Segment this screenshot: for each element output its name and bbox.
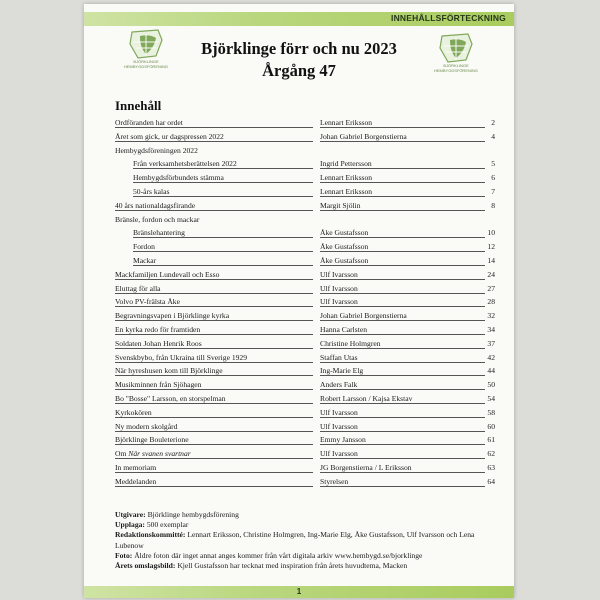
leader-line (115, 306, 313, 307)
bottom-band (84, 586, 514, 598)
toc-row (115, 213, 495, 227)
toc-page: 2 (491, 118, 495, 127)
logo-line2: HEMBYGDSFÖRENING (433, 67, 478, 73)
toc-row (115, 130, 495, 144)
toc-row (115, 282, 495, 296)
toc-author: Åke Gustafsson (320, 228, 369, 238)
leader-line (320, 265, 485, 266)
leader-line (115, 362, 313, 363)
toc-title: Musikminnen från Sjöhagen (115, 380, 202, 390)
document-page (84, 4, 514, 598)
toc-row (115, 337, 495, 351)
toc-title: Begravningsvapen i Björklinge kyrka (115, 311, 230, 321)
toc-author: Anders Falk (320, 380, 358, 390)
toc-author: Åke Gustafsson (320, 242, 369, 252)
toc-author: Ulf Ivarsson (320, 449, 358, 459)
leader-line (133, 168, 313, 169)
toc-row (115, 185, 495, 199)
birch-leaf-icon (430, 32, 482, 64)
credit-cover: Årets omslagsbild: Kjell Gustafsson har tecknat med inspiration från årets huvudtema, Macken (115, 561, 408, 571)
toc-page: 12 (487, 242, 495, 252)
toc-author: Ulf Ivarsson (320, 283, 358, 293)
toc-page: 44 (487, 366, 495, 376)
toc-page: 4 (491, 131, 495, 141)
toc-row (115, 461, 495, 475)
toc-page: 7 (491, 186, 495, 196)
toc-author: Johan Gabriel Borgenstierna (320, 131, 407, 141)
toc-author: Lennart Eriksson (320, 118, 373, 127)
toc-row (115, 323, 495, 337)
credits (115, 510, 495, 571)
toc-author: Hanna Carlsten (320, 324, 368, 334)
leader-line (115, 472, 313, 473)
leader-line (320, 458, 485, 459)
leader-line (320, 127, 485, 128)
toc-title: Hembygdsföreningen 2022 (115, 145, 198, 155)
toc-title: Volvo PV-frälsta Åke (115, 297, 180, 307)
toc-page: 54 (487, 393, 495, 403)
toc-title: När hyreshusen kom till Björklinge (115, 366, 223, 376)
leader-line (115, 127, 313, 128)
toc-title: Bränslehantering (133, 228, 185, 238)
toc-page: 62 (487, 449, 495, 459)
toc-page: 28 (487, 297, 495, 307)
logo-line1: BJÖRKLINGE (443, 63, 469, 68)
toc-title: Mackfamiljen Lundevall och Esso (115, 269, 220, 279)
leader-line (320, 403, 485, 404)
leader-line (115, 431, 313, 432)
title-line1: Björklinge förr och nu 2023 (201, 39, 397, 58)
toc-page: 58 (487, 407, 495, 417)
toc-author: Ingrid Pettersson (320, 159, 372, 169)
leader-line (115, 417, 313, 418)
toc-page: 64 (487, 476, 495, 486)
toc-title: Om När svanen svartnar (115, 449, 191, 459)
leader-line (115, 293, 313, 294)
toc-title: Björklinge Bouleterione (115, 435, 189, 445)
toc-row (115, 309, 495, 323)
leader-line (133, 251, 313, 252)
toc-title: In memoriam (115, 462, 157, 472)
toc-author: Ing-Marie Elg (320, 366, 364, 376)
leader-line (320, 417, 485, 418)
top-band (84, 12, 514, 26)
toc-page: 8 (491, 200, 495, 210)
leader-line (133, 182, 313, 183)
leader-line (115, 458, 313, 459)
leader-line (115, 141, 313, 142)
leader-line (320, 141, 485, 142)
toc-page: 24 (487, 269, 495, 279)
leader-line (320, 375, 485, 376)
toc-author: Lennart Eriksson (320, 186, 373, 196)
leader-line (133, 237, 313, 238)
leader-line (320, 431, 485, 432)
toc-row (115, 240, 495, 254)
toc-row (115, 157, 495, 171)
leader-line (320, 348, 485, 349)
leader-line (320, 334, 485, 335)
leader-line (320, 306, 485, 307)
toc-author: Ulf Ivarsson (320, 297, 358, 307)
toc-page: 37 (487, 338, 495, 348)
toc-row (115, 268, 495, 282)
leader-line (320, 196, 485, 197)
leader-line (115, 486, 313, 487)
toc-title: 40 års nationaldagsfirande (115, 200, 196, 210)
leader-line (320, 168, 485, 169)
toc-page: 63 (487, 462, 495, 472)
toc-author: JG Borgenstierna / L Eriksson (320, 462, 412, 472)
credit-committee: Redaktionskommitté: Lennart Eriksson, Christine Holmgren, Ing-Marie Elg, Åke Gustafsson, Ulf Ivarsson och Lena Lubenow (115, 530, 475, 550)
credit-photo: Foto: Äldre foton där inget annat anges kommer från vårt digitala arkiv www.hembygd.se/bjorklinge (115, 550, 423, 560)
toc-row (115, 433, 495, 447)
toc-page: 10 (487, 228, 495, 238)
leader-line (133, 196, 313, 197)
leader-line (115, 375, 313, 376)
logo-left (120, 28, 172, 72)
toc-page: 34 (487, 324, 495, 334)
toc-row (115, 295, 495, 309)
toc-title: En kyrka redo för framtiden (115, 324, 201, 334)
page-number: 1 (296, 587, 302, 596)
toc-title: Meddelanden (115, 476, 157, 486)
toc-author: Margit Sjölin (320, 200, 361, 210)
leader-line (115, 320, 313, 321)
toc-row (115, 475, 495, 489)
toc-author: Styrelsen (320, 476, 349, 486)
toc-page: 60 (487, 421, 495, 431)
toc-row (115, 226, 495, 240)
toc-author: Robert Larsson / Kajsa Ekstav (320, 393, 413, 403)
toc-page: 50 (487, 380, 495, 390)
toc-author: Emmy Jansson (320, 435, 366, 445)
toc-row (115, 364, 495, 378)
toc-author: Lennart Eriksson (320, 173, 373, 183)
leader-line (320, 320, 485, 321)
toc-title: Från verksamhetsberättelsen 2022 (133, 159, 237, 169)
toc-author: Johan Gabriel Borgenstierna (320, 311, 407, 321)
toc-title: Svenskbybo, från Ukraina till Sverige 1929 (115, 352, 248, 362)
toc-title: Bränsle, fordon och mackar (115, 214, 200, 224)
leader-line (115, 444, 313, 445)
toc-title: Året som gick, ur dagspressen 2022 (115, 131, 224, 141)
toc-title: Mackar (133, 255, 157, 265)
toc-page: 5 (491, 159, 495, 169)
toc-author: Ulf Ivarsson (320, 421, 358, 431)
credit-publisher: Utgivare: Björklinge hembygdsförening (115, 510, 239, 519)
toc-page: 6 (491, 173, 495, 183)
leader-line (133, 265, 313, 266)
toc-title: Hembygdsförbundets stämma (133, 173, 224, 183)
toc-row (115, 406, 495, 420)
leader-line (320, 237, 485, 238)
toc-title: Ordföranden har ordet (115, 118, 183, 127)
toc-row (115, 392, 495, 406)
leader-line (320, 472, 485, 473)
toc-title: Eluttag för alla (115, 283, 161, 293)
leader-line (320, 389, 485, 390)
leader-line (320, 444, 485, 445)
table-of-contents (115, 116, 495, 489)
leader-line (320, 251, 485, 252)
toc-title: Bo "Bosse" Larsson, en storspelman (115, 393, 226, 403)
toc-row (115, 351, 495, 365)
toc-title: 50-års kalas (133, 186, 170, 196)
section-label: INNEHÅLLSFÖRTECKNING (391, 13, 506, 23)
logo-right (430, 32, 482, 76)
toc-row (115, 420, 495, 434)
toc-title: Fordon (133, 242, 155, 252)
logo-line2: HEMBYGDSFÖRENING (123, 63, 168, 69)
toc-row (115, 171, 495, 185)
toc-row (115, 116, 495, 130)
leader-line (115, 348, 313, 349)
leader-line (115, 334, 313, 335)
leader-line (320, 210, 485, 211)
toc-title: Ny modern skolgård (115, 421, 178, 431)
leader-line (115, 389, 313, 390)
toc-page: 32 (487, 311, 495, 321)
page-title (174, 38, 424, 82)
toc-row (115, 447, 495, 461)
leader-line (320, 182, 485, 183)
logo-line1: BJÖRKLINGE (133, 59, 159, 64)
toc-page: 61 (487, 435, 495, 445)
toc-row (115, 199, 495, 213)
toc-author: Staffan Utas (320, 352, 358, 362)
toc-page: 14 (487, 255, 495, 265)
leader-line (320, 486, 485, 487)
toc-row (115, 254, 495, 268)
leader-line (320, 293, 485, 294)
toc-author: Christine Holmgren (320, 338, 381, 348)
credit-edition: Upplaga: 500 exemplar (115, 520, 189, 530)
toc-title: Kyrkokören (115, 407, 152, 417)
birch-leaf-icon (120, 28, 172, 60)
leader-line (115, 403, 313, 404)
toc-title: Soldaten Johan Henrik Roos (115, 338, 202, 348)
toc-page: 27 (487, 283, 495, 293)
leader-line (115, 279, 313, 280)
leader-line (320, 362, 485, 363)
contents-heading: Innehåll (115, 98, 162, 113)
title-line2: Årgång 47 (262, 61, 336, 80)
toc-author: Åke Gustafsson (320, 255, 369, 265)
toc-page: 42 (487, 352, 495, 362)
toc-author: Ulf Ivarsson (320, 269, 358, 279)
leader-line (115, 210, 313, 211)
toc-author: Ulf Ivarsson (320, 407, 358, 417)
leader-line (320, 279, 485, 280)
toc-row (115, 144, 495, 158)
toc-row (115, 378, 495, 392)
